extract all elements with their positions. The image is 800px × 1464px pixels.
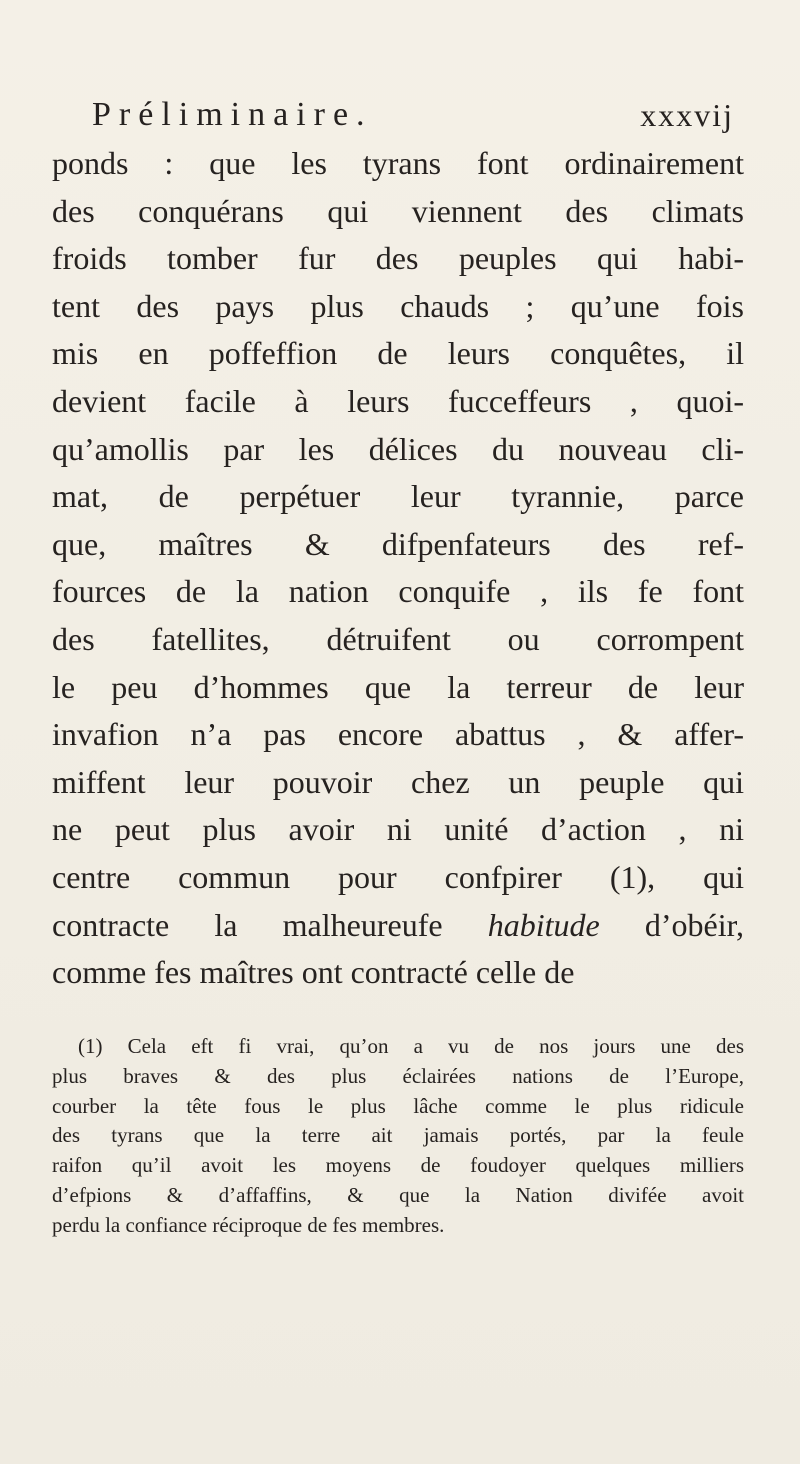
page-header [92,92,734,138]
text-line: devient facile à leurs fucceffeurs , quoi- [52,382,744,419]
footnote-line: perdu la confiance réciproque de fes membres. [52,1212,445,1237]
text-line: que, maîtres & difpenfateurs des ref- [52,525,744,562]
text-line: centre commun pour confpirer (1), qui [52,858,744,895]
text-line: tent des pays plus chauds ; qu’une fois [52,287,744,324]
text-line-with-italic [52,902,744,950]
text-line: fources de la nation conquife , ils fe font [52,573,744,610]
running-title: Préliminaire. [92,96,373,133]
text-line: miffent leur pouvoir chez un peuple qui [52,763,744,800]
text-line: des fatellites, détruifent ou corrompent [52,620,744,657]
italic-word: habitude [487,906,600,943]
page-number: xxxvij [640,97,734,133]
text-line: le peu d’hommes que la terreur de leur [52,668,744,705]
footnote-line: plus braves & des plus éclairées nations de l’Europe, [52,1063,744,1088]
text-line: des conquérans qui viennent des climats [52,192,744,229]
text-line: qu’amollis par les délices du nouveau cli- [52,430,744,467]
footnote-line: d’efpions & d’affaffins, & que la Nation divifée avoit [52,1182,744,1207]
text-line: mis en poffeffion de leurs conquêtes, il [52,335,744,372]
text-line: comme fes maîtres ont contracté celle de [52,954,575,991]
text-line: invafion n’a pas encore abattus , & affer- [52,716,744,753]
footnote-line: des tyrans que la terre ait jamais portés, par la feule [52,1123,744,1148]
text-line: froids tomber fur des peuples qui habi- [52,240,744,277]
text-line: mat, de perpétuer leur tyrannie, parce [52,478,744,515]
text-line: ponds : que les tyrans font ordinairement [52,145,744,181]
text-segment: d’obéir, [599,906,745,943]
text-segment: contracte la malheureufe [52,906,488,943]
footnote-line: courber la tête fous le plus lâche comme le plus ridicule [52,1093,744,1118]
footnote [52,1032,744,1241]
text-line: ne peut plus avoir ni unité d’action , ni [52,811,744,848]
footnote-line: (1) Cela eft fi vrai, qu’on a vu de nos jours une des [78,1034,744,1058]
footnote-line: raifon qu’il avoit les moyens de foudoyer quelques milliers [52,1153,744,1178]
main-text [52,140,744,997]
